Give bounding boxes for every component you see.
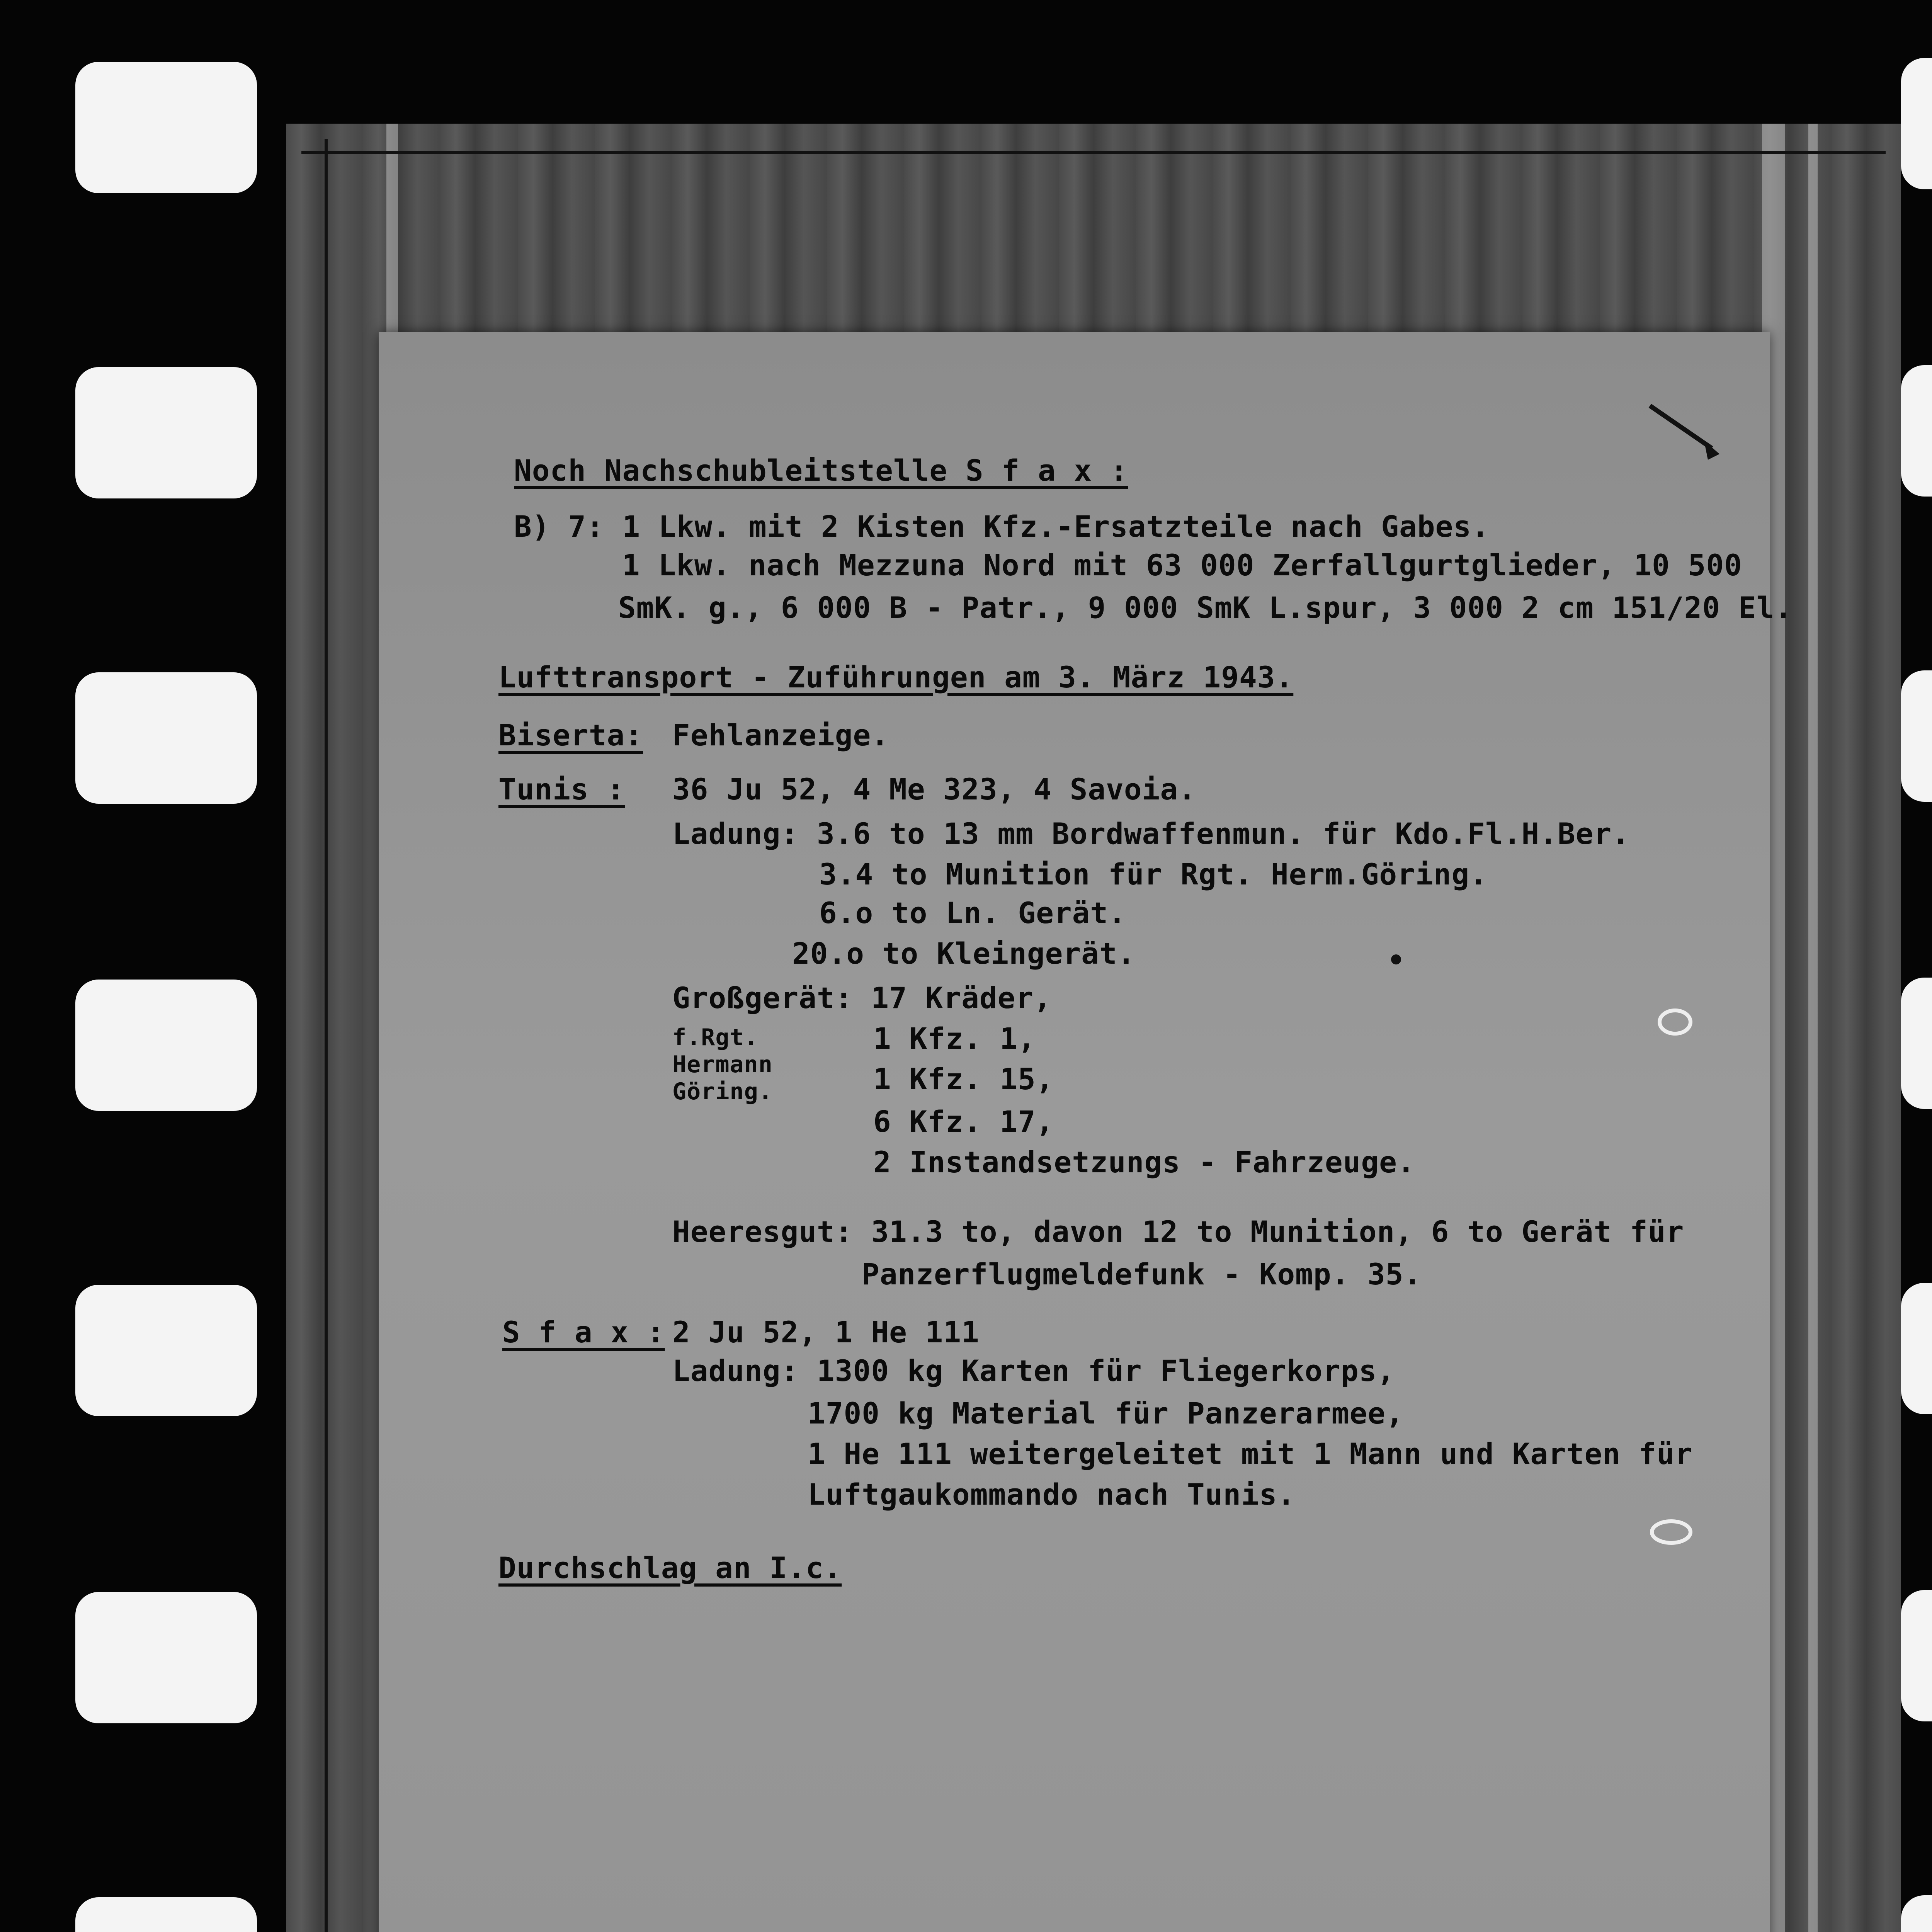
text-line: 36 Ju 52, 4 Me 323, 4 Savoia. bbox=[672, 772, 1196, 806]
text-line: 1 Lkw. nach Mezzuna Nord mit 63 000 Zerfallgurtglieder, 10 500 bbox=[622, 548, 1742, 582]
film-scratch bbox=[1808, 124, 1818, 1932]
location-label: Biserta: bbox=[498, 718, 643, 752]
text-line: 6.o to Ln. Gerät. bbox=[819, 896, 1126, 930]
side-note: f.Rgt. bbox=[672, 1024, 759, 1051]
sprocket-hole bbox=[1901, 58, 1932, 189]
text-line: 3.4 to Munition für Rgt. Herm.Göring. bbox=[819, 857, 1488, 891]
section-heading: Lufttransport - Zuführungen am 3. März 1943. bbox=[498, 660, 1294, 694]
sprocket-hole bbox=[1901, 670, 1932, 802]
sprocket-hole bbox=[75, 1592, 257, 1723]
distribution-note: Durchschlag an I.c. bbox=[498, 1551, 842, 1585]
text-line: B) 7: 1 Lkw. mit 2 Kisten Kfz.-Ersatzteile nach Gabes. bbox=[514, 509, 1490, 544]
ink-dot bbox=[1391, 954, 1401, 964]
text-line: 2 Ju 52, 1 He 111 bbox=[672, 1315, 980, 1349]
text-line: 20.o to Kleingerät. bbox=[792, 936, 1136, 971]
sprocket-hole bbox=[75, 672, 257, 804]
text-line: 1 Kfz. 15, bbox=[873, 1062, 1054, 1096]
document-heading: Noch Nachschubleitstelle S f a x : bbox=[514, 453, 1128, 488]
sprocket-hole bbox=[75, 1285, 257, 1416]
sprocket-hole bbox=[75, 980, 257, 1111]
location-label: Tunis : bbox=[498, 772, 625, 806]
text-line: 1 He 111 weitergeleitet mit 1 Mann und Karten für bbox=[808, 1437, 1693, 1471]
text-line: Luftgaukommando nach Tunis. bbox=[808, 1477, 1296, 1512]
text-line: 1 Kfz. 1, bbox=[873, 1021, 1036, 1056]
ink-blot-icon bbox=[1646, 1515, 1696, 1549]
location-label: S f a x : bbox=[502, 1315, 665, 1349]
frame-rule-top bbox=[301, 151, 1886, 154]
text-line: Fehlanzeige. bbox=[672, 718, 889, 752]
sprocket-hole bbox=[75, 367, 257, 498]
text-line: Großgerät: 17 Kräder, bbox=[672, 981, 1052, 1015]
side-note: Göring. bbox=[672, 1078, 773, 1105]
sprocket-hole bbox=[75, 1897, 257, 1932]
text-line: Ladung: 1300 kg Karten für Fliegerkorps, bbox=[672, 1354, 1395, 1388]
ink-blot-icon bbox=[1654, 1005, 1696, 1039]
text-line: Ladung: 3.6 to 13 mm Bordwaffenmun. für Kdo.Fl.H.Ber. bbox=[672, 816, 1630, 851]
frame-rule-left bbox=[325, 139, 328, 1932]
text-line: Panzerflugmeldefunk - Komp. 35. bbox=[862, 1257, 1422, 1291]
text-line: SmK. g., 6 000 B - Patr., 9 000 SmK L.spur, 3 000 2 cm 151/20 El. bbox=[618, 590, 1793, 625]
pen-mark-icon bbox=[1646, 402, 1723, 464]
text-line: 6 Kfz. 17, bbox=[873, 1104, 1054, 1139]
text-line: 2 Instandsetzungs - Fahrzeuge. bbox=[873, 1145, 1415, 1179]
sprocket-hole bbox=[75, 62, 257, 193]
sprocket-hole bbox=[1901, 978, 1932, 1109]
sprocket-hole bbox=[1901, 1283, 1932, 1414]
sprocket-hole bbox=[1901, 365, 1932, 497]
side-note: Hermann bbox=[672, 1051, 773, 1078]
sprocket-hole bbox=[1901, 1895, 1932, 1932]
sprocket-hole bbox=[1901, 1590, 1932, 1721]
text-line: 1700 kg Material für Panzerarmee, bbox=[808, 1396, 1404, 1430]
text-line: Heeresgut: 31.3 to, davon 12 to Munition, 6 to Gerät für bbox=[672, 1214, 1684, 1249]
